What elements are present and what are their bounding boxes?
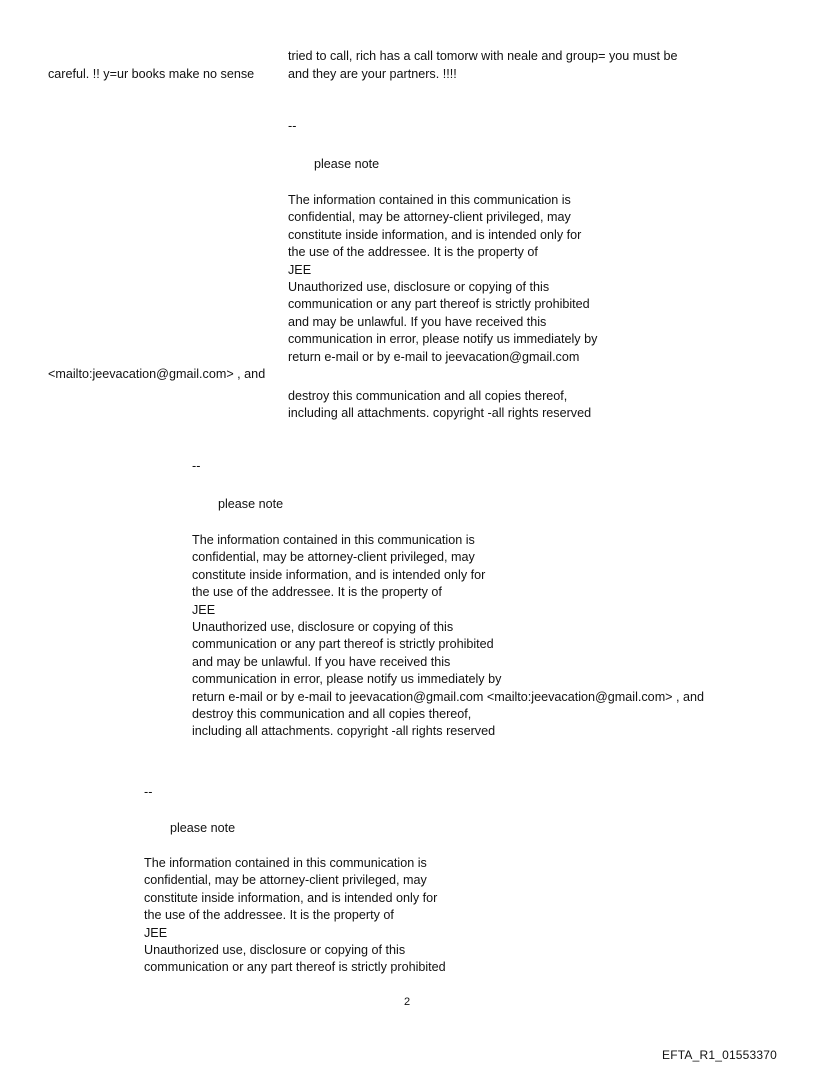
page-number: 2 (404, 996, 411, 1008)
message-line-1: tried to call, rich has a call tomorw with neale and group= you must be (288, 49, 678, 63)
sig2-line: confidential, may be attorney-client privileged, may (192, 550, 475, 565)
sig1-disclaimer-tail (288, 388, 591, 423)
sig3-line: JEE (144, 925, 168, 940)
sig1-dashes: -- (288, 119, 297, 133)
sig3-please-note: please note (170, 821, 236, 835)
sig2-line: communication in error, please notify us immediately by (192, 672, 502, 687)
sig1-line: including all attachments. copyright -all rights reserved (288, 406, 592, 421)
sig3-line: confidential, may be attorney-client privileged, may (144, 873, 427, 888)
sig2-line: destroy this communication and all copies thereof, (192, 707, 472, 722)
sig1-line: return e-mail or by e-mail to jeevacation@gmail.com (288, 349, 580, 364)
sig1-line: destroy this communication and all copies thereof, (288, 389, 568, 403)
sig1-disclaimer (288, 192, 597, 366)
sig1-line: confidential, may be attorney-client privileged, may (288, 210, 571, 225)
sig2-dashes: -- (192, 459, 201, 473)
sig1-line: communication or any part thereof is strictly prohibited (288, 297, 590, 312)
sig1-line: JEE (288, 262, 312, 277)
message-line-2-right: and they are your partners. !!!! (288, 67, 457, 81)
sig1-line: communication in error, please notify us immediately by (288, 332, 598, 347)
sig3-line: The information contained in this communication is (144, 856, 427, 870)
sig2-line: constitute inside information, and is intended only for (192, 567, 486, 582)
sig1-line: the use of the addressee. It is the property of (288, 245, 538, 260)
sig2-line: the use of the addressee. It is the property of (192, 585, 442, 600)
message-line-2-left: careful. !! y=ur books make no sense (48, 67, 255, 81)
sig1-line: constitute inside information, and is intended only for (288, 227, 582, 242)
sig3-line: the use of the addressee. It is the property of (144, 908, 394, 923)
sig2-line: Unauthorized use, disclosure or copying of this (192, 620, 454, 635)
sig2-disclaimer (192, 532, 704, 741)
sig1-line: Unauthorized use, disclosure or copying of this (288, 280, 550, 295)
sig3-disclaimer (144, 855, 446, 977)
sig2-line: The information contained in this communication is (192, 533, 475, 547)
sig3-line: constitute inside information, and is intended only for (144, 890, 438, 905)
sig2-line-with-mailto[interactable]: return e-mail or by e-mail to jeevacation@gmail.com <mailto:jeevacation@gmail.com> , and (192, 689, 705, 704)
sig2-please-note: please note (218, 497, 284, 511)
sig2-line: including all attachments. copyright -all rights reserved (192, 724, 496, 739)
sig1-line: The information contained in this communication is (288, 193, 571, 207)
sig3-line: communication or any part thereof is strictly prohibited (144, 960, 446, 975)
bates-number: EFTA_R1_01553370 (662, 1048, 778, 1062)
sig2-line: communication or any part thereof is strictly prohibited (192, 637, 494, 652)
sig2-line: JEE (192, 602, 216, 617)
sig3-line: Unauthorized use, disclosure or copying of this (144, 943, 406, 958)
sig1-please-note: please note (314, 157, 380, 171)
sig3-dashes: -- (144, 785, 153, 799)
sig1-mailto-link[interactable]: <mailto:jeevacation@gmail.com> , and (48, 367, 266, 381)
sig2-line: and may be unlawful. If you have received this (192, 654, 451, 669)
sig1-line: and may be unlawful. If you have received this (288, 314, 547, 329)
